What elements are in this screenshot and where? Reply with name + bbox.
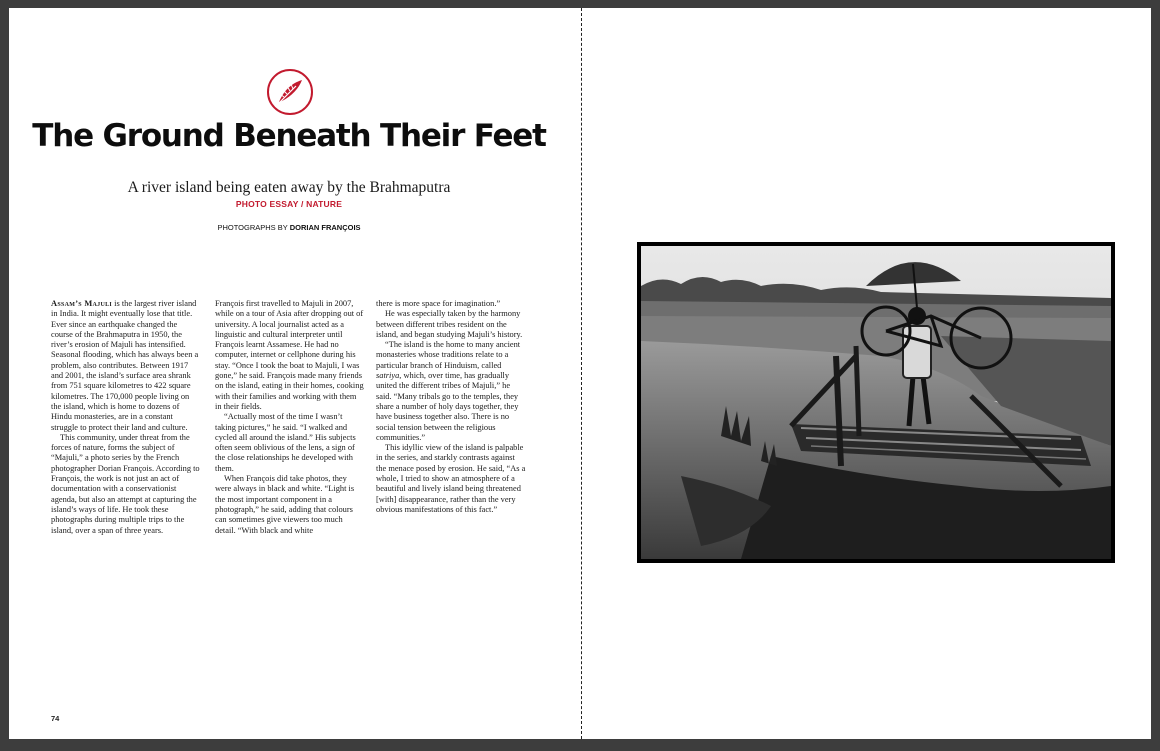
body-paragraph: “Actually most of the time I wasn’t taking pictures,” he said. “I walked and cycled all around the island.” His subjects often seem oblivious of the lens, a sign of the close relationships he developed with them. xyxy=(215,412,356,473)
body-paragraph: François first travelled to Majuli in 2007, while on a tour of Asia after dropping out of university. A local journalist acted as a linguistic and cultural interpreter until François learnt Assamese. He had no computer, internet or cellphone during his stay. “Once I took the boat to Majuli, I was gone,” he said. François made many friends on the island, eating in their homes, cooking with their families and working with them in their fields. xyxy=(215,299,364,411)
paragraph-text: “The island is the home to many ancient monasteries whose traditions relate to a particular branch of Hinduism, called xyxy=(376,340,521,370)
page-fold-divider xyxy=(581,8,582,739)
photo-credit xyxy=(29,223,549,232)
body-paragraph: He was especially taken by the harmony between different tribes resident on the island, and began studying Majuli’s history. xyxy=(376,309,523,339)
body-paragraph: When François did take photos, they were always in black and white. “Light is the most important component in a photograph,” he said, adding that colours can sometimes give viewers too much detail. “With black and white xyxy=(215,474,355,535)
body-paragraph: This community, under threat from the forces of nature, forms the subject of “Majuli,” a photo series by the French photographer Dorian François. According to François, the work is not just an act of documentation with a conservationist agenda, but also an attempt at capturing the island’s ways of life. He took these photographs during multiple trips to the island, over a span of three years. xyxy=(51,432,200,535)
body-paragraph xyxy=(376,340,526,443)
lead-in: Assam’s Majuli xyxy=(51,299,113,308)
feather-emblem-icon xyxy=(266,68,314,116)
paragraph-text: is the largest river island in India. It might eventually lose that title. Ever since an earthquake changed the course of the Brahmaputra in 1950, the river’s erosion of Majuli has intensified. Seasonal flooding, which has always been a problem, also contributes. Between 1917 and 2001, the island’s surface area shrank from 751 square kilometres to 422 square kilometres. The 170,000 people living on the island, which is home to dozens of Hindu monasteries, are in a constant struggle to protect their land and culture. xyxy=(51,299,199,432)
text-column-1 xyxy=(51,299,201,536)
body-paragraph: This idyllic view of the island is palpable in the series, and starkly contrasts against the menace posed by erosion. He said, “As a whole, I tried to show an atmosphere of a beautiful and lively island being threatened [with] disappearance, rather than the very obvious manifestations of this fact.” xyxy=(376,443,526,514)
article-title: The Ground Beneath Their Feet xyxy=(32,118,546,154)
body-paragraph xyxy=(51,299,201,433)
text-column-2 xyxy=(215,299,365,536)
photo-illustration xyxy=(641,246,1111,559)
credit-prefix: PHOTOGRAPHS BY xyxy=(217,223,290,232)
section-label: PHOTO ESSAY / NATURE xyxy=(235,199,343,209)
text-column-3 xyxy=(376,299,526,515)
body-paragraph: there is more space for imagination.” xyxy=(376,299,501,308)
photographer-name: DORIAN FRANÇOIS xyxy=(289,223,361,232)
page-number: 74 xyxy=(51,714,60,723)
feature-photograph xyxy=(637,242,1115,563)
paragraph-text: , which, over time, has gradually united the different tribes of Majuli,” he said. “Many tribals go to the temples, they share a number of holy days together, they have business together also. There is no social tension between the religious communities.” xyxy=(376,371,519,442)
article-subtitle: A river island being eaten away by the Brahmaputra xyxy=(127,179,451,196)
emphasis-term: satriya xyxy=(376,371,400,381)
magazine-spread xyxy=(9,8,1151,739)
